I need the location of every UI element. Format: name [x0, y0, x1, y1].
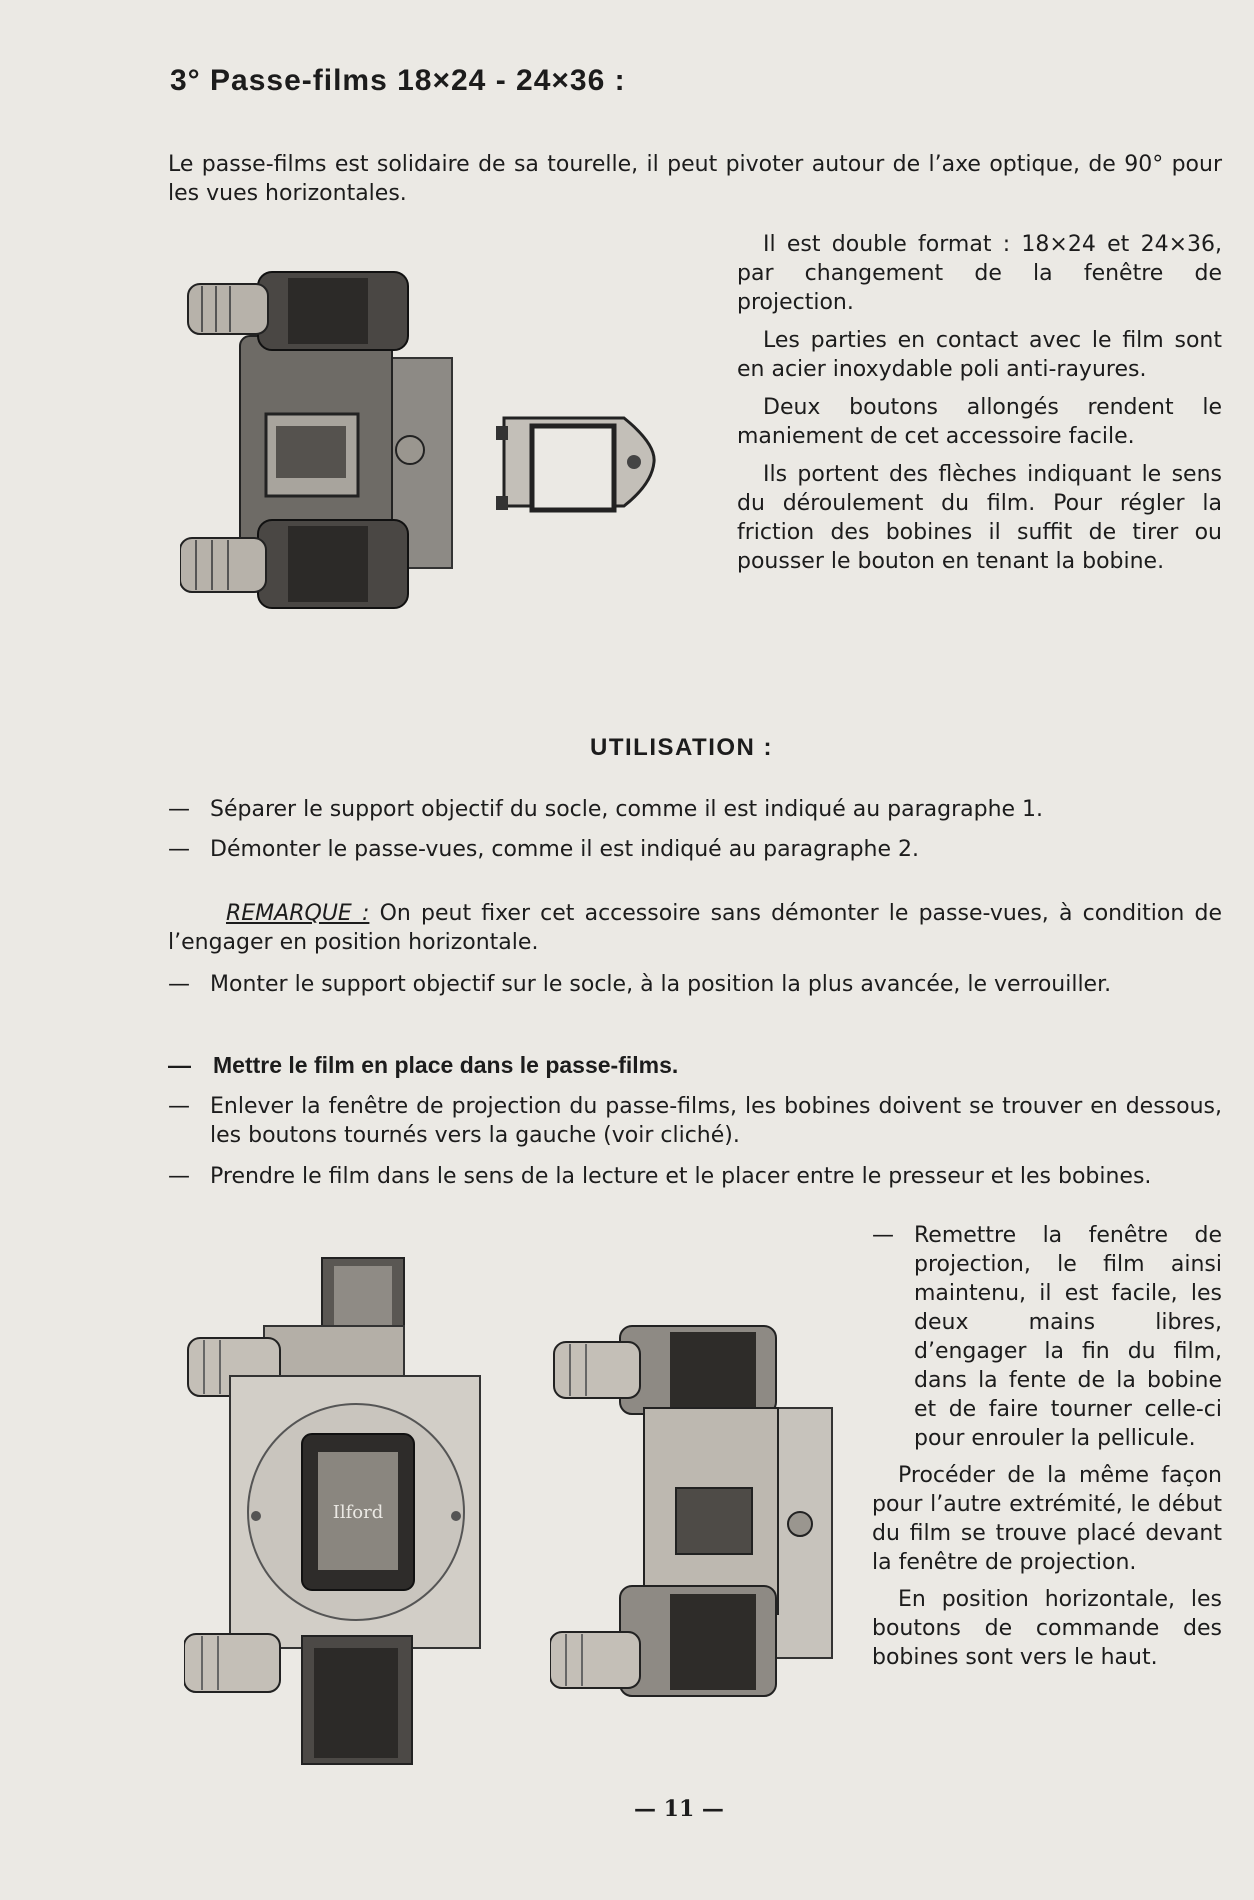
step-item: — Monter le support objectif sur le socle, à la position la plus avancée, le verrouiller.	[168, 972, 1112, 997]
instruction-paragraph: Procéder de la même façon pour l’autre extrémité, le début du film se trouve placé devant la fenêtre de projection.	[872, 1463, 1222, 1575]
page-number: — 11 —	[634, 1796, 724, 1822]
projection-window-photo	[496, 414, 660, 524]
dash-marker: —	[168, 797, 190, 822]
step-item: — Prendre le film dans le sens de la lecture et le placer entre le presseur et les bobines.	[168, 1164, 1152, 1189]
description-paragraph: Deux boutons allongés rendent le maniement de cet accessoire facile.	[737, 395, 1222, 449]
instruction-paragraph: En position horizontale, les boutons de commande des bobines sont vers le haut.	[872, 1587, 1222, 1670]
dash-marker: —	[168, 837, 190, 862]
description-column	[737, 230, 1222, 585]
step-item: — Remettre la fenêtre de projection, le film ainsi maintenu, il est facile, les deux mains libres, d’engager la fin du film, dans la fente de la bobine et de faire tourner celle-ci pour enrouler la pellicule.	[872, 1223, 1222, 1451]
description-paragraph: Il est double format : 18×24 et 24×36, par changement de la fenêtre de projection.	[737, 232, 1222, 315]
bold-step: — Mettre le film en place dans le passe-films.	[168, 1052, 679, 1078]
dash-marker: —	[872, 1223, 894, 1248]
dash-marker: —	[168, 972, 190, 997]
dash-marker: —	[168, 1094, 190, 1119]
film-brand-text: Ilford	[332, 1502, 384, 1523]
remark-paragraph	[168, 899, 1222, 957]
step-item: — Séparer le support objectif du socle, comme il est indiqué au paragraphe 1.	[168, 797, 1044, 822]
carrier-loaded-photo	[550, 1324, 836, 1704]
step-item: — Enlever la fenêtre de projection du passe-films, les bobines doivent se trouver en dessous, les boutons tournés vers la gauche (voir cliché).	[168, 1094, 1222, 1148]
loading-instructions-column	[872, 1221, 1222, 1680]
dash-marker: —	[168, 1052, 191, 1078]
section-heading: 3° Passe-films 18×24 - 24×36 :	[170, 64, 626, 97]
carrier-rear-photo	[184, 1256, 484, 1766]
utilisation-heading: UTILISATION :	[590, 734, 774, 761]
description-paragraph: Ils portent des flèches indiquant le sens du déroulement du film. Pour régler la friction des bobines il suffit de tirer ou pousser le bouton en tenant la bobine.	[737, 462, 1222, 574]
dash-marker: —	[168, 1164, 190, 1189]
description-paragraph: Les parties en contact avec le film sont en acier inoxydable poli anti-rayures.	[737, 328, 1222, 382]
step-item: — Démonter le passe-vues, comme il est indiqué au paragraphe 2.	[168, 837, 920, 862]
intro-paragraph: Le passe-films est solidaire de sa tourelle, il peut pivoter autour de l’axe optique, de 90° pour les vues horizontales.	[168, 152, 1222, 206]
remark-text: On peut fixer cet accessoire sans démonter le passe-vues, à condition de l’engager en position horizontale.	[168, 901, 1222, 955]
remark-label: REMARQUE :	[226, 901, 370, 926]
film-carrier-photo	[180, 262, 470, 616]
